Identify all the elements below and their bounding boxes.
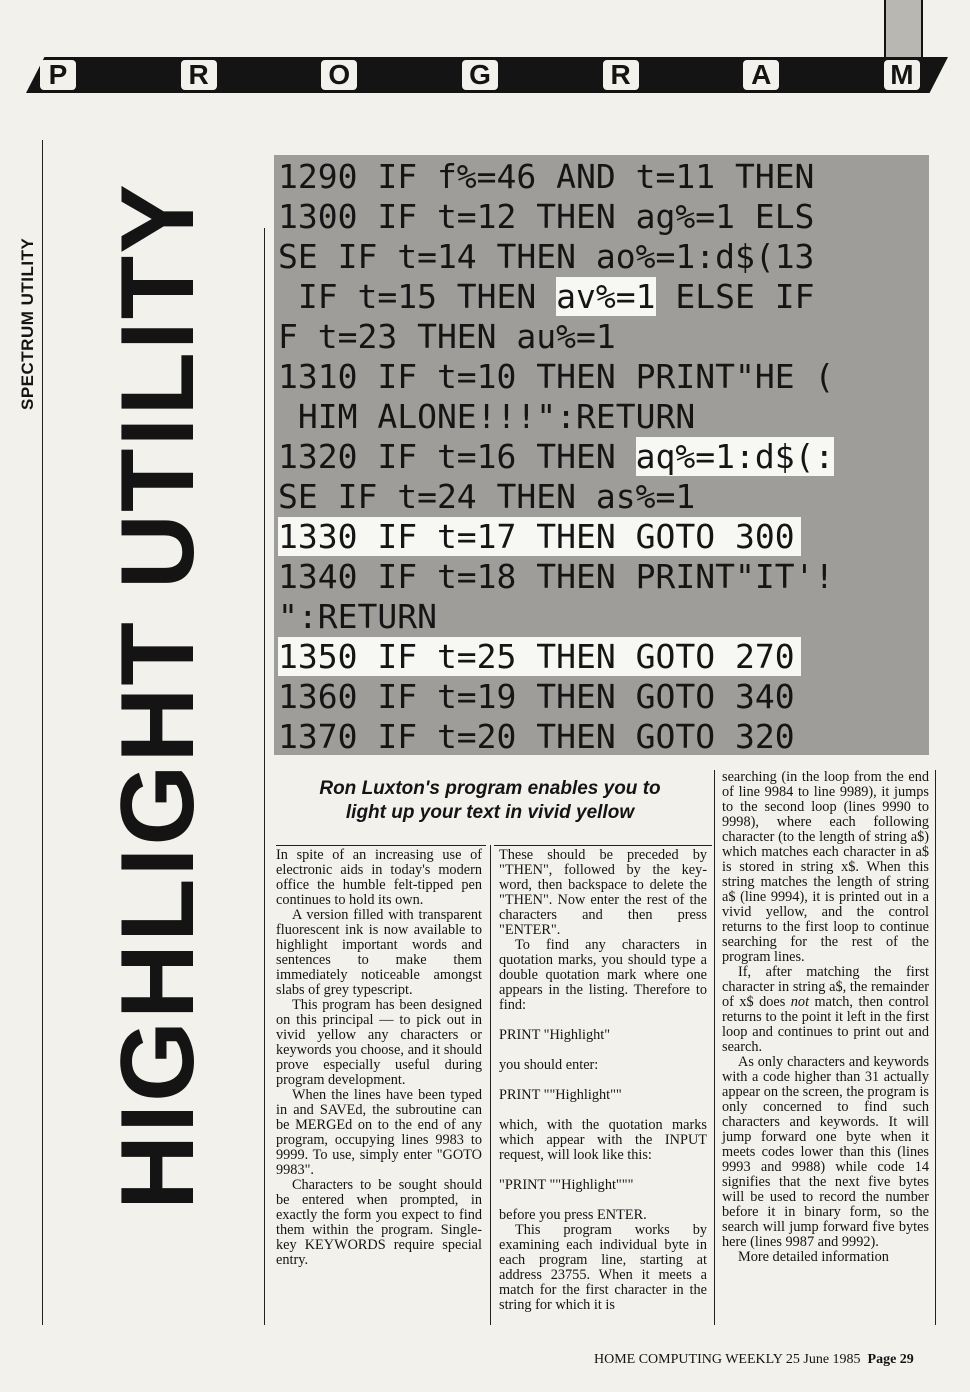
listing-line	[278, 717, 795, 755]
highlighted-code: aq%=1:d$(:	[635, 437, 835, 476]
highlighted-code: av%=1	[556, 277, 656, 316]
corner-tab	[884, 0, 923, 64]
paragraph: This program has been designed on this principal — to pick out in vivid yellow any characters or keywords you choose, and it should prove especially useful during program development.	[276, 997, 482, 1088]
banner-letter: G	[462, 60, 498, 90]
listing-line	[278, 477, 695, 517]
program-listing	[274, 155, 929, 755]
code-text: 1290 IF f%=46 AND t=11 THEN	[278, 157, 815, 196]
code-text: SE IF t=24 THEN as%=1	[278, 477, 696, 516]
standfirst-line: Ron Luxton's program enables you to	[319, 778, 661, 799]
listing-line	[278, 317, 616, 357]
column-top-rule	[276, 845, 486, 846]
listing-line	[278, 197, 814, 237]
body-column-1	[276, 848, 482, 1268]
body-column-2	[499, 848, 707, 1313]
paragraph: A version filled with transparent fluorescent ink is now available to highlight important words and sentences to make them immediately noticeable amongst slabs of grey typescript.	[276, 907, 482, 998]
title-rule	[264, 228, 265, 1325]
code-text: ":RETURN	[278, 597, 437, 636]
text-run: match, then control returns to the point it left in the first loop and continues to print out and search.	[722, 994, 930, 1055]
paragraph: This program works by examining each individual byte in each program line, starting at address 23755. When it meets a match for the first character in the string for which it is	[499, 1222, 707, 1313]
banner-letter: M	[884, 60, 920, 90]
paragraph: searching (in the loop from the end of line 9984 to line 9989), it jumps to the second loop (lines 9990 to 9998), where each following character (to the length of string a$) which matches each character in a$ is stored in string x$. When this string matches the length of string a$ (line 9994), it is printed out in a vivid yellow, and the control returns to the first loop to continue searching for the rest of the program lines.	[722, 769, 929, 965]
column-divider	[935, 770, 936, 1325]
banner-letter: O	[321, 60, 357, 90]
banner-letter: R	[603, 60, 639, 90]
paragraph	[722, 965, 929, 1055]
listing-line	[278, 437, 834, 477]
banner-letter: R	[181, 60, 217, 90]
code-text: 1330 IF t=17 THEN GOTO 300	[278, 517, 801, 556]
listing-line	[278, 677, 795, 717]
code-example: "PRINT ""Highlight"""	[499, 1177, 634, 1193]
code-text: 1340 IF t=18 THEN PRINT"IT'!	[278, 557, 835, 596]
footer-text: HOME COMPUTING WEEKLY 25 June 1985	[594, 1352, 861, 1367]
banner-letter: A	[743, 60, 779, 90]
paragraph: As only characters and keywords with a code higher than 31 actually appear on the screen, the program is only concerned to find such characters and keywords. It will jump forward one byte when it meets codes lower than this (lines 9993 and 9988) while code 14 signifies that the next five bytes will be used to record the number before it in binary form, so the search will jump forward five bytes here (lines 9987 and 9992).	[722, 1054, 929, 1250]
listing-line	[278, 397, 695, 437]
code-text: F t=23 THEN au%=1	[278, 317, 616, 356]
paragraph: before you press ENTER.	[499, 1207, 647, 1223]
banner-letters	[40, 57, 920, 93]
listing-line	[278, 597, 437, 637]
paragraph: you should enter:	[499, 1057, 599, 1073]
code-text: ELSE IF	[655, 277, 815, 316]
column-divider	[490, 845, 491, 1325]
emphasis: not	[790, 994, 810, 1010]
banner-letter: P	[40, 60, 76, 90]
article-title: HIGHLIGHT UTILITY	[100, 182, 216, 1210]
code-text: 1310 IF t=10 THEN PRINT"HE (	[278, 357, 835, 396]
column-divider	[714, 770, 715, 1325]
listing-line	[278, 357, 834, 397]
code-example: PRINT ""Highlight""	[499, 1087, 622, 1103]
standfirst-line: light up your text in vivid yellow	[345, 802, 635, 823]
body-column-3	[722, 770, 929, 1265]
code-text: 1350 IF t=25 THEN GOTO 270	[278, 637, 801, 676]
code-text: SE IF t=14 THEN ao%=1:d$(13	[278, 237, 815, 276]
code-text: IF t=15 THEN	[278, 277, 557, 316]
paragraph: which, with the quotation marks which appear with the INPUT request, will look like this:	[499, 1117, 707, 1163]
listing-line	[278, 237, 814, 277]
code-example: PRINT "Highlight"	[499, 1027, 611, 1043]
listing-line	[278, 277, 814, 317]
code-text: 1370 IF t=20 THEN GOTO 320	[278, 717, 795, 755]
paragraph: More detailed information	[738, 1249, 889, 1265]
side-rule	[42, 140, 43, 1325]
column-top-rule	[494, 845, 712, 846]
listing-line	[278, 157, 814, 197]
code-text: 1300 IF t=12 THEN ag%=1 ELS	[278, 197, 815, 236]
code-text: 1360 IF t=19 THEN GOTO 340	[278, 677, 795, 716]
paragraph: In spite of an increasing use of electronic aids in today's modern office the humble felt-tipped pen continues to hold its own.	[276, 847, 482, 908]
listing-line	[278, 637, 801, 677]
code-text: HIM ALONE!!!":RETURN	[278, 397, 696, 436]
section-label: SPECTRUM UTILITY	[18, 237, 37, 410]
paragraph: Characters to be sought should be entered when prompted, in exactly the form you expect to find them within the program. Single-key KEYWORDS require special entry.	[276, 1177, 482, 1268]
page-footer	[594, 1352, 914, 1368]
code-text: 1320 IF t=16 THEN	[278, 437, 636, 476]
paragraph: When the lines have been typed in and SAVEd, the subroutine can be MERGEd on to the end of any program, occupying lines 9983 to 9999. To use, simply enter "GOTO 9983".	[276, 1087, 482, 1178]
paragraph: To find any characters in quotation marks, you should type a double quotation mark where one appears in the listing. Therefore to find:	[499, 937, 707, 1013]
paragraph: These should be preceded by "THEN", followed by the key-word, then backspace to delete the "THEN". Now enter the rest of the characters and then press "ENTER".	[499, 847, 707, 938]
standfirst	[280, 777, 700, 825]
listing-line	[278, 517, 801, 557]
page-number: Page 29	[867, 1352, 914, 1367]
text-run: If, after matching the first character in string a$, the remainder of x$ does	[722, 964, 929, 1010]
listing-line	[278, 557, 834, 597]
